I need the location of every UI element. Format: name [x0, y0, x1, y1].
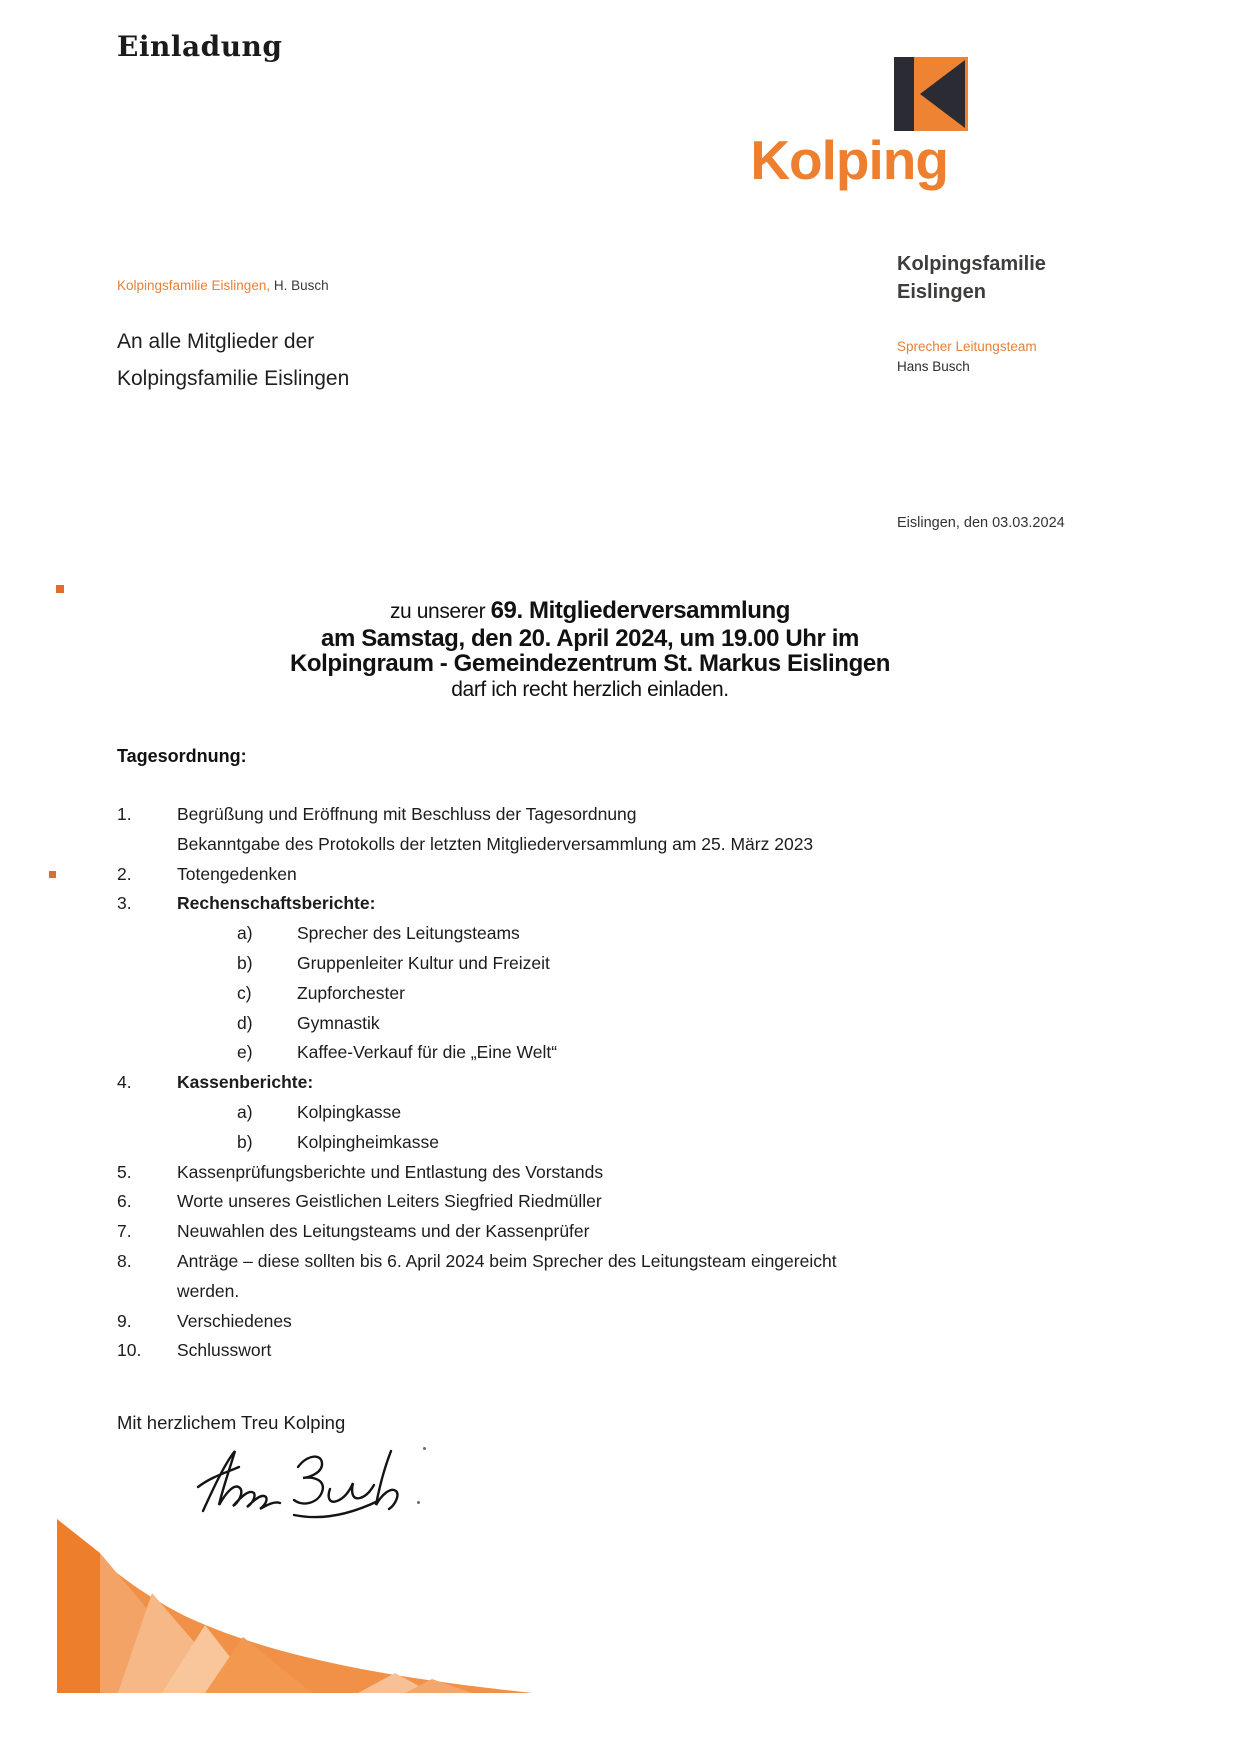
agenda-item-number: 3.: [117, 893, 132, 914]
agenda-item-number: 1.: [117, 804, 132, 824]
org-name-line1: Kolpingsfamilie: [897, 253, 1046, 275]
invitation-line3: Kolpingraum - Gemeindezentrum St. Markus Eislingen: [289, 650, 891, 677]
ink-speck: [417, 1501, 420, 1504]
agenda-item-row: [117, 1247, 1127, 1277]
agenda-subitem-row: [117, 949, 1127, 979]
agenda-item-row: [117, 1277, 1127, 1307]
fold-mark: [56, 585, 64, 593]
agenda-subitem-text: Gruppenleiter Kultur und Freizeit: [297, 952, 550, 973]
agenda-subitem-letter: b): [237, 1131, 253, 1152]
agenda-subitem-letter: a): [237, 1101, 253, 1122]
agenda-item-row: [117, 1187, 1127, 1217]
recipient-line1: An alle Mitglieder der: [117, 330, 315, 353]
agenda-item-number: [117, 830, 177, 860]
agenda-subitem-row: [117, 979, 1127, 1009]
invitation-line1: [140, 598, 1040, 626]
agenda-subitem-text: Kolpingkasse: [297, 1101, 402, 1122]
agenda-subitem-letter: b): [237, 952, 253, 973]
closing-salutation: Mit herzlichem Treu Kolping: [117, 1412, 346, 1433]
agenda-item-row: [117, 1307, 1127, 1337]
sender-person: H. Busch: [270, 278, 329, 293]
agenda-subitem-text: Zupforchester: [297, 982, 405, 1003]
agenda-item-text: Kassenprüfungsberichte und Entlastung des Vorstands: [177, 1161, 604, 1182]
agenda-item-text: Verschiedenes: [177, 1310, 292, 1331]
agenda-subitem-row: [117, 1128, 1127, 1158]
role-person-name: Hans Busch: [897, 359, 970, 374]
invitation-line4: darf ich recht herzlich einladen.: [451, 678, 729, 701]
agenda-subitem-row: [117, 1009, 1127, 1039]
ink-speck: [423, 1447, 426, 1450]
document-heading: Einladung: [117, 30, 283, 63]
agenda-item-number: 5.: [117, 1161, 132, 1182]
agenda-item-number: 2.: [117, 863, 132, 884]
agenda-item-text: Worte unseres Geistlichen Leiters Siegfried Riedmüller: [177, 1191, 602, 1212]
sender-org: Kolpingsfamilie Eislingen,: [117, 278, 271, 293]
agenda-item-text: Totengedenken: [177, 863, 297, 884]
agenda-subitem-text: Sprecher des Leitungsteams: [297, 923, 520, 944]
invitation-line1-regular: zu unserer: [389, 600, 491, 623]
decorative-wedge-icon: [0, 1513, 560, 1700]
agenda-item-text: werden.: [177, 1280, 240, 1301]
invitation-line1-bold: 69. Mitgliederversammlung: [490, 597, 791, 624]
signature-svg: [195, 1443, 410, 1521]
agenda-item-row: [117, 830, 1127, 860]
agenda-item-row: [117, 860, 1127, 890]
kolping-logo-svg: [894, 57, 968, 131]
org-name-block: [897, 250, 1046, 306]
decorative-wedge-svg: [0, 1513, 560, 1695]
kolping-logo-icon: [894, 57, 968, 131]
agenda-item-number: 4.: [117, 1072, 132, 1093]
agenda-subitem-text: Gymnastik: [297, 1012, 380, 1033]
agenda-subitem-row: [117, 919, 1127, 949]
kolping-wordmark: Kolping: [750, 129, 948, 191]
date-line: Eislingen, den 03.03.2024: [897, 515, 1065, 531]
agenda-heading: Tagesordnung:: [117, 746, 247, 766]
agenda-item-number: [117, 1277, 177, 1307]
agenda-item-text: Bekanntgabe des Protokolls der letzten Mitgliederversammlung am 25. März 2023: [177, 833, 814, 854]
agenda-item-text: Rechenschaftsberichte:: [177, 893, 376, 914]
invitation-line2: am Samstag, den 20. April 2024, um 19.00 Uhr im: [321, 625, 859, 652]
agenda-item-number: 10.: [117, 1340, 142, 1361]
agenda-item-number: 6.: [117, 1191, 132, 1212]
agenda-subitem-letter: c): [237, 982, 252, 1003]
sender-line: [117, 278, 329, 293]
agenda-list: [117, 800, 1127, 1366]
agenda-item-row: [117, 1068, 1127, 1098]
role-label: Sprecher Leitungsteam: [897, 339, 1037, 354]
fold-mark: [49, 871, 56, 878]
agenda-item-text: Kassenberichte:: [177, 1072, 314, 1093]
agenda-item-row: [117, 889, 1127, 919]
recipient-block: [117, 323, 349, 397]
invitation-block: [140, 598, 1040, 702]
agenda-item-number: 7.: [117, 1221, 132, 1242]
agenda-item-text: Anträge – diese sollten bis 6. April 2024 beim Sprecher des Leitungsteam eingereicht: [177, 1250, 837, 1271]
agenda-item-text: Neuwahlen des Leitungsteams und der Kassenprüfer: [177, 1221, 590, 1242]
agenda-subitem-row: [117, 1098, 1127, 1128]
recipient-line2: Kolpingsfamilie Eislingen: [117, 367, 350, 390]
agenda-item-text: Begrüßung und Eröffnung mit Beschluss der Tagesordnung: [177, 804, 637, 824]
agenda-item-row: [117, 1158, 1127, 1188]
agenda-subitem-text: Kaffee-Verkauf für die „Eine Welt“: [297, 1042, 558, 1063]
agenda-item-row: [117, 1217, 1127, 1247]
agenda-subitem-letter: e): [237, 1042, 253, 1063]
agenda-item-number: 8.: [117, 1250, 132, 1271]
agenda-subitem-letter: d): [237, 1012, 253, 1033]
agenda-item-row: [117, 1336, 1127, 1366]
agenda-subitem-row: [117, 1038, 1127, 1068]
agenda-subitem-text: Kolpingheimkasse: [297, 1131, 440, 1152]
agenda-item-row: [117, 800, 1127, 830]
org-name-line2: Eislingen: [897, 281, 986, 303]
agenda-subitem-letter: a): [237, 923, 253, 944]
agenda-item-number: 9.: [117, 1310, 132, 1331]
agenda-item-text: Schlusswort: [177, 1340, 272, 1361]
